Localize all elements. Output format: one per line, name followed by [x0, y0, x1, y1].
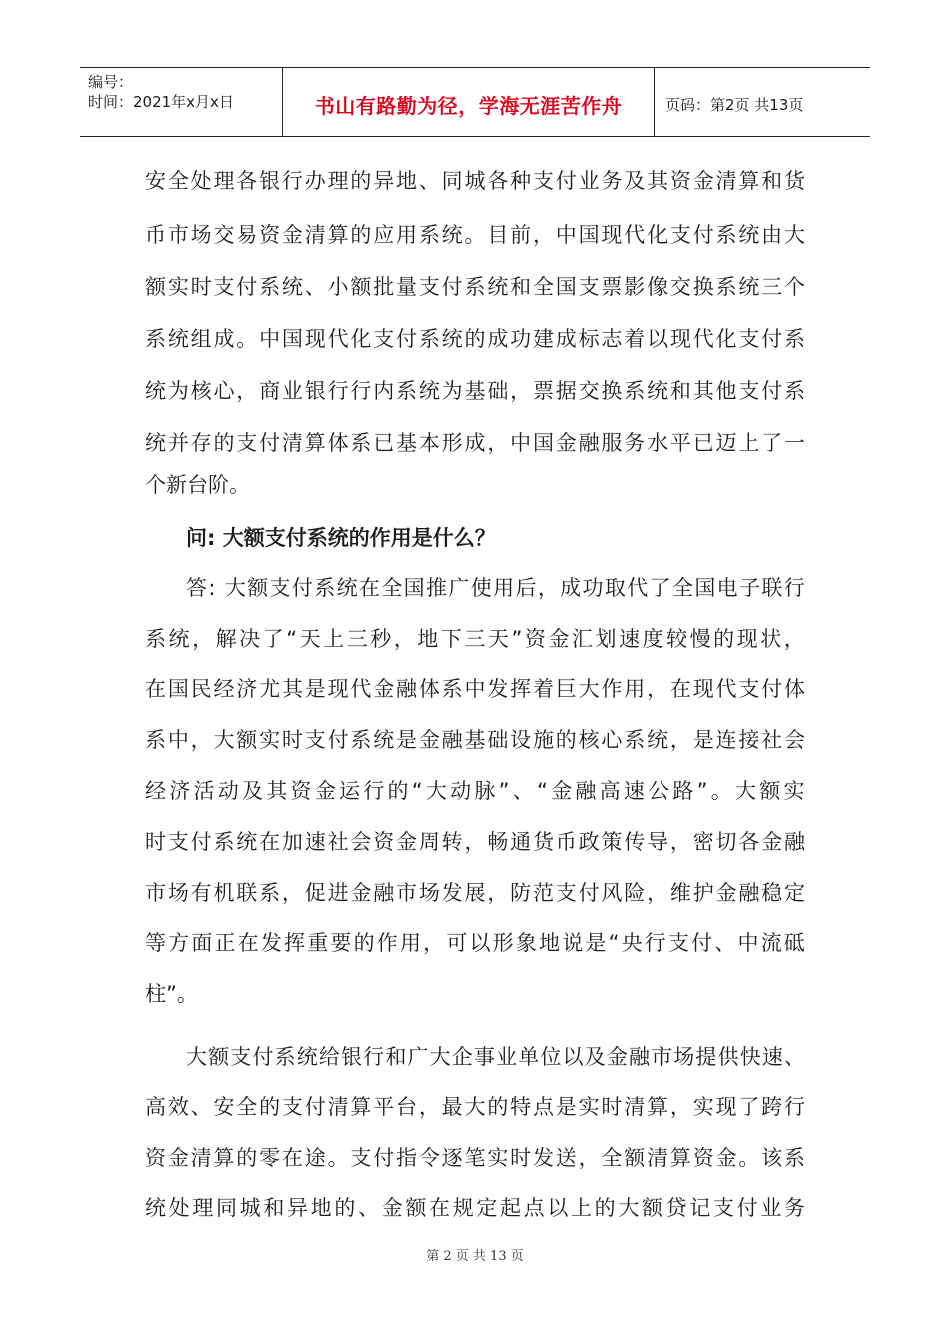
p1-line-2: 币市场交易资金清算的应用系统。目前，中国现代化支付系统由大	[145, 223, 807, 247]
p2-line-3: 在国民经济尤其是现代金融体系中发挥着巨大作用，在现代支付体	[145, 677, 807, 701]
p2-line-8: 等方面正在发挥重要的作用，可以形象地说是“央行支付、中流砥	[145, 931, 808, 955]
header-left-cell	[80, 68, 283, 136]
p2-line-2: 系统，解决了“天上三秒，地下三天”资金汇划速度较慢的现状，	[145, 627, 808, 651]
p2-line-5: 经济活动及其资金运行的“大动脉”、“金融高速公路”。大额实	[145, 779, 808, 803]
p1-line-4: 系统组成。中国现代化支付系统的成功建成标志着以现代化支付系	[145, 327, 807, 351]
number-label: 编号：	[88, 73, 134, 91]
motto: 书山有路勤为径，学海无涯苦作舟	[283, 68, 655, 136]
header-table	[80, 67, 870, 137]
p2-line-1: 答: 大额支付系统在全国推广使用后，成功取代了全国电子联行	[186, 576, 807, 600]
p3-line-1: 大额支付系统给银行和广大企事业单位以及金融市场提供快速、	[186, 1045, 807, 1069]
p2-line-9: 柱”。	[145, 982, 198, 1006]
p2-line-6: 时支付系统在加速社会资金周转，畅通货币政策传导，密切各金融	[145, 830, 807, 854]
question-heading: 问: 大额支付系统的作用是什么？	[186, 526, 496, 550]
p2-line-7: 市场有机联系，促进金融市场发展，防范支付风险，维护金融稳定	[145, 881, 807, 905]
page-footer: 第 2 页 共 13 页	[426, 1249, 524, 1264]
p3-line-2: 高效、安全的支付清算平台，最大的特点是实时清算，实现了跨行	[145, 1095, 807, 1119]
time-label: 时间：2021年x月x日	[88, 93, 234, 111]
p1-line-5: 统为核心，商业银行行内系统为基础，票据交换系统和其他支付系	[145, 379, 807, 403]
p1-line-6: 统并存的支付清算体系已基本形成，中国金融服务水平已迈上了一	[145, 431, 807, 455]
p2-line-4: 系中，大额实时支付系统是金融基础设施的核心系统，是连接社会	[145, 728, 807, 752]
p3-line-4: 统处理同城和异地的、金额在规定起点以上的大额贷记支付业务	[145, 1196, 808, 1220]
p1-line-1: 安全处理各银行办理的异地、同城各种支付业务及其资金清算和货	[145, 169, 807, 193]
page-info: 页码：第2页 共13页	[665, 95, 804, 114]
p3-line-3: 资金清算的零在途。支付指令逐笔实时发送，全额清算资金。该系	[145, 1146, 807, 1170]
p1-line-3: 额实时支付系统、小额批量支付系统和全国支票影像交换系统三个	[145, 275, 807, 299]
p1-line-7: 个新台阶。	[145, 473, 250, 497]
